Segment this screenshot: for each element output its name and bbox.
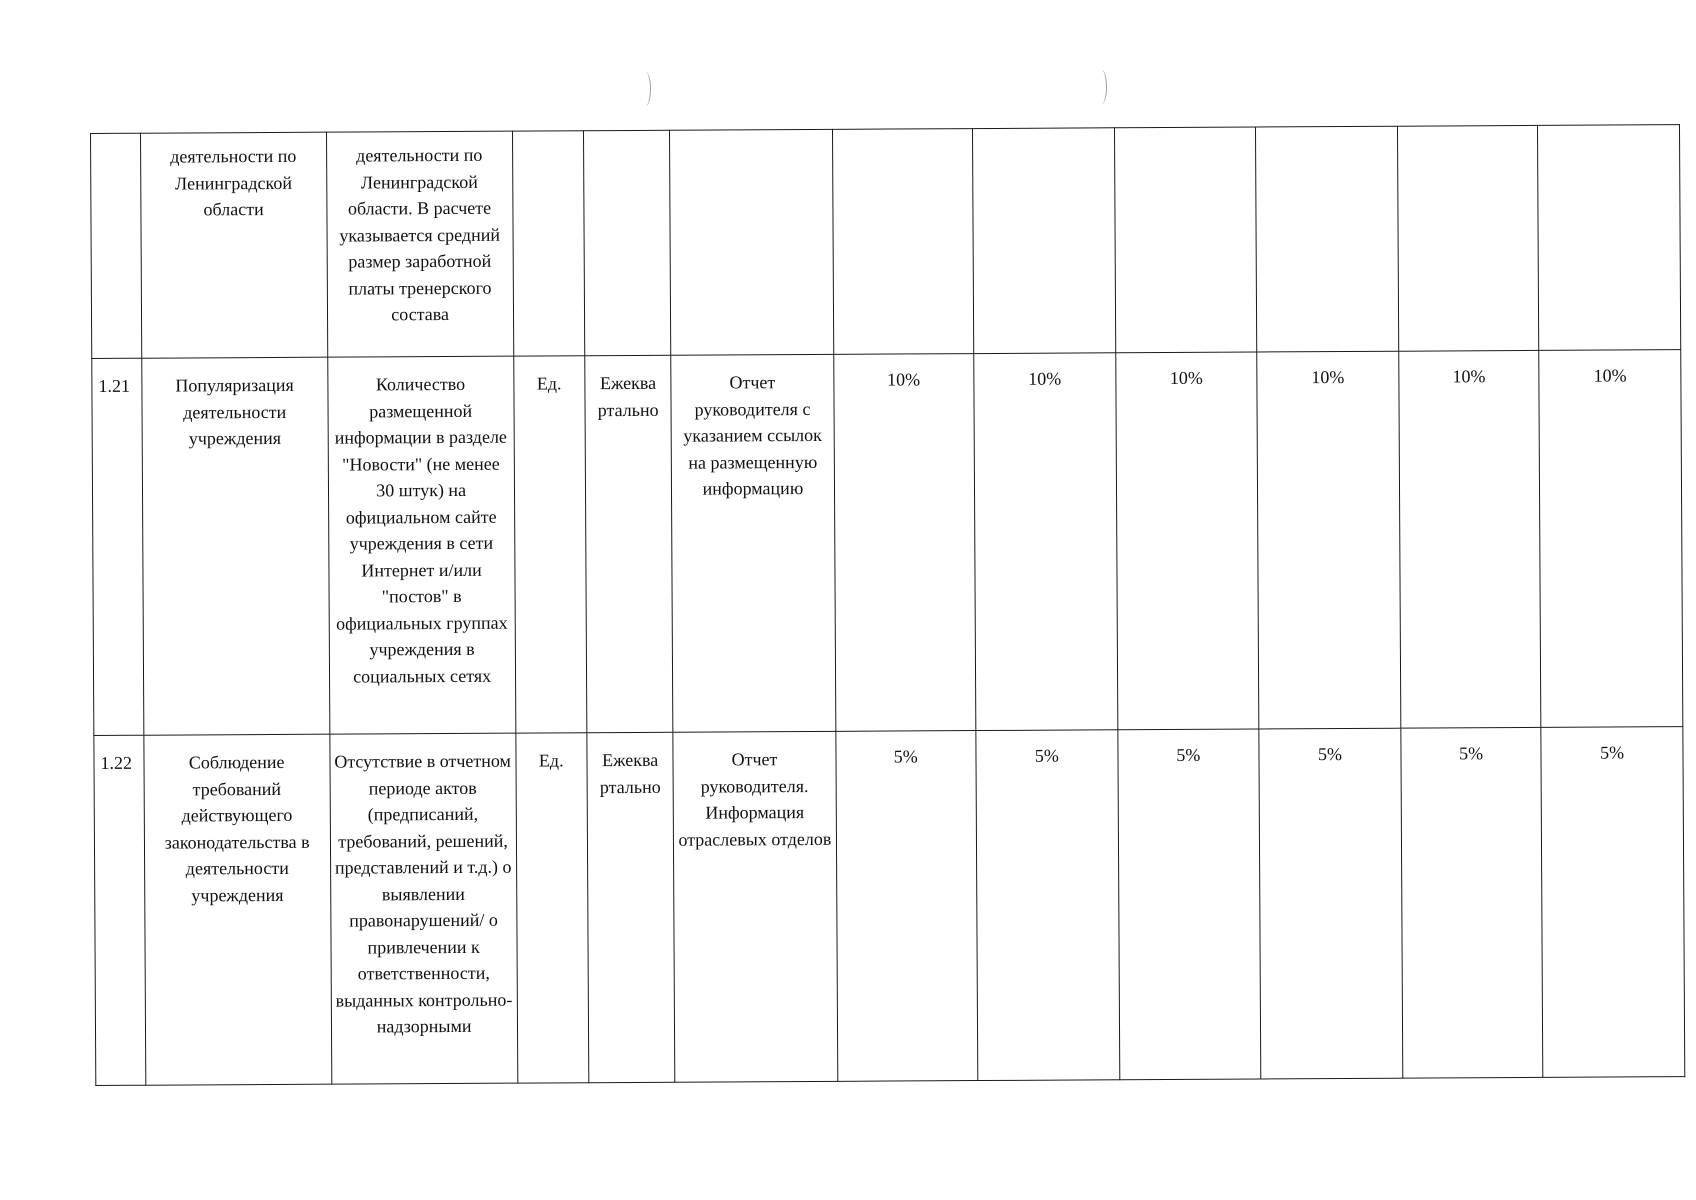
value-cell [1114,127,1257,353]
value-cell [1538,125,1681,351]
value-cell [1397,125,1539,351]
criterion-name: Соблюдение требований действующего законодательства в деятельности учреждения [144,734,332,1085]
table-row [94,727,1685,1086]
period-cell: Ежеква ртально [587,732,675,1082]
criterion-indicator: Отсутствие в отчетном периоде актов (предписаний, требований, решений, представлений и т.д.) о выявлении правонарушений/ о привлечении к ответственности, выданных контрольно-надзорными [330,733,518,1084]
criteria-table [90,124,1685,1086]
value-cell: 5% [976,730,1120,1081]
table-row [92,350,1683,736]
value-cell [973,128,1116,354]
source-cell [670,129,833,355]
value-cell: 10% [1399,350,1542,728]
unit-cell: Ед. [515,733,588,1083]
value-cell [1256,126,1399,352]
value-cell: 5% [835,731,977,1082]
value-cell: 10% [974,353,1118,731]
period-cell [583,130,671,355]
value-cell: 10% [1539,350,1683,728]
value-cell: 10% [1115,352,1259,730]
source-cell: Отчет руководителя с указанием ссылок на размещенную информацию [671,354,835,732]
table-row [91,125,1681,359]
criterion-name: Популяризация деятельности учреждения [141,357,329,735]
value-cell: 5% [1117,729,1261,1080]
criterion-indicator: деятельности по Ленинградской области. В расчете указывается средний размер заработной платы тренерского состава [326,131,513,357]
scan-mark-left [640,72,651,106]
row-number [91,133,142,358]
row-number: 1.22 [94,735,146,1085]
criterion-name: деятельности по Ленинградской области [140,132,327,358]
value-cell: 5% [1259,728,1403,1079]
period-cell: Ежеква ртально [585,355,674,732]
row-number: 1.21 [92,358,144,735]
value-cell: 10% [1257,351,1401,729]
value-cell [832,129,974,355]
value-cell: 5% [1541,727,1685,1078]
scan-mark-right [1096,70,1107,104]
source-cell: Отчет руководителя. Информация отраслевых отделов [673,731,837,1082]
unit-cell [512,131,585,356]
unit-cell: Ед. [513,356,586,733]
value-cell: 10% [833,354,976,732]
value-cell: 5% [1401,727,1543,1078]
document-page [90,124,1685,1086]
criterion-indicator: Количество размещенной информации в разделе "Новости" (не менее 30 штук) на официальном сайте учреждения в сети Интернет и/или "постов" в официальных группах учреждения в социальных сетях [327,356,515,734]
